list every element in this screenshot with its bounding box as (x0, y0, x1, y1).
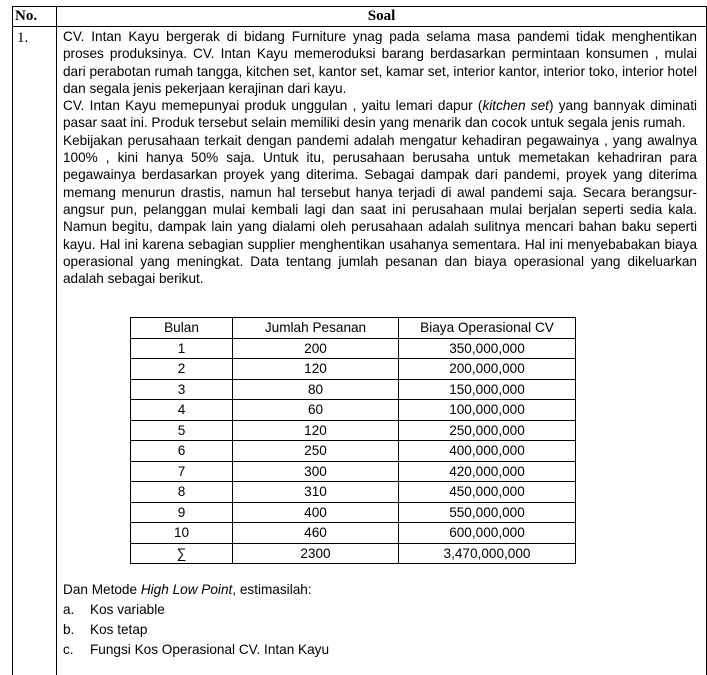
header-no: No. (15, 8, 38, 24)
paragraph-2 (63, 97, 697, 132)
col-header-biaya-operasional: Biaya Operasional CV (399, 318, 576, 339)
question-text: Kos variable (90, 602, 165, 617)
cell-bulan: 10 (131, 523, 233, 544)
cell-jumlah-pesanan: 60 (233, 400, 399, 421)
cell-jumlah-pesanan: 2300 (233, 543, 399, 564)
table-row (131, 502, 576, 523)
item-number: 1. (17, 30, 29, 46)
cell-biaya-operasional: 250,000,000 (399, 420, 576, 441)
cell-jumlah-pesanan: 250 (233, 441, 399, 462)
table-row (131, 461, 576, 482)
questions-block (63, 580, 329, 660)
instruction-line (63, 580, 329, 600)
cell-bulan: 6 (131, 441, 233, 462)
paragraph-3: Kebijakan perusahaan terkait dengan pandemi adalah mengatur kehadiran pegawainya , yang awalnya 100% , kini hanya 50% saja. Untuk itu, perusahaan berusaha untuk memetakan kehadriran para pegawainya berdasarkan proyek yang diterima. Sebagai dampak dari pandemi, proyek yang diterima memang menurun drastis, namun hal tersebut hanya terjadi di awal pandemi saja. Secara berangsur-angsur pun, pelanggan mulai kembali lagi dan saat ini perusahaan mulai berjalan seperti sedia kala. Namun begitu, dampak lain yang dialami oleh perusahaan adalah sulitnya mencari bahan baku seperti kayu. Hal ini karena sebagian supplier menghentikan usahanya sementara. Hal ini menyebabakan biaya operasional yang meningkat. Data tentang jumlah pesanan dan biaya operasional yang dikeluarkan adalah sebagai berikut. (63, 132, 697, 287)
table-row (131, 482, 576, 503)
table-header-row (13, 7, 706, 27)
cell-jumlah-pesanan: 120 (233, 359, 399, 380)
cell-biaya-operasional: 600,000,000 (399, 523, 576, 544)
cell-jumlah-pesanan: 400 (233, 502, 399, 523)
cell-biaya-operasional: 3,470,000,000 (399, 543, 576, 564)
instruction-prefix: Dan Metode (63, 582, 141, 597)
question-item (63, 620, 329, 640)
cell-bulan: ∑ (131, 543, 233, 564)
header-soal: Soal (367, 8, 396, 24)
question-body (63, 28, 697, 287)
question-label: c. (63, 642, 74, 657)
cell-bulan: 9 (131, 502, 233, 523)
column-divider (56, 7, 57, 675)
table-row (131, 338, 576, 359)
question-item (63, 640, 329, 660)
data-table (130, 317, 576, 564)
cell-biaya-operasional: 420,000,000 (399, 461, 576, 482)
paragraph-2-emphasis: kitchen set (482, 98, 549, 114)
cell-jumlah-pesanan: 300 (233, 461, 399, 482)
paragraph-2-part-a: CV. Intan Kayu memepunyai produk unggulan , yaitu lemari dapur ( (63, 98, 483, 114)
cell-jumlah-pesanan: 310 (233, 482, 399, 503)
question-text: Kos tetap (90, 622, 148, 637)
table-row (131, 420, 576, 441)
question-item (63, 600, 329, 620)
cell-bulan: 3 (131, 379, 233, 400)
cell-bulan: 1 (131, 338, 233, 359)
cell-bulan: 4 (131, 400, 233, 421)
col-header-bulan: Bulan (131, 318, 233, 339)
cell-jumlah-pesanan: 460 (233, 523, 399, 544)
cell-biaya-operasional: 550,000,000 (399, 502, 576, 523)
question-text: Fungsi Kos Operasional CV. Intan Kayu (90, 642, 330, 657)
cell-biaya-operasional: 450,000,000 (399, 482, 576, 503)
cell-bulan: 7 (131, 461, 233, 482)
cell-jumlah-pesanan: 80 (233, 379, 399, 400)
paragraph-2-part-b: ) yang bannyak diminati pasar saat ini. Produk tersebut selain memiliki desin yang menarik dan cocok untuk segala jenis rumah. (63, 98, 698, 131)
cell-bulan: 5 (131, 420, 233, 441)
cell-biaya-operasional: 100,000,000 (399, 400, 576, 421)
cell-biaya-operasional: 400,000,000 (399, 441, 576, 462)
table-row (131, 379, 576, 400)
table-row (131, 523, 576, 544)
instruction-suffix: , estimasilah: (232, 582, 312, 597)
data-table-header (131, 318, 576, 339)
paragraph-1: CV. Intan Kayu bergerak di bidang Furniture ynag pada selama masa pandemi tidak menghentikan proses produksinya. CV. Intan Kayu memeroduksi barang berdasarkan permintaan konsumen , mulai dari perabotan rumah tangga, kitchen set, kantor set, kamar set, interior kantor, interior toko, interior hotel dan segala jenis pekerjaan kerajinan dari kayu. (63, 29, 697, 96)
cell-biaya-operasional: 350,000,000 (399, 338, 576, 359)
cell-jumlah-pesanan: 120 (233, 420, 399, 441)
table-row (131, 400, 576, 421)
cell-jumlah-pesanan: 200 (233, 338, 399, 359)
question-label: a. (63, 602, 75, 617)
table-row (131, 543, 576, 564)
table-row (131, 359, 576, 380)
cell-biaya-operasional: 150,000,000 (399, 379, 576, 400)
cell-bulan: 8 (131, 482, 233, 503)
cell-bulan: 2 (131, 359, 233, 380)
col-header-jumlah-pesanan: Jumlah Pesanan (233, 318, 399, 339)
cell-biaya-operasional: 200,000,000 (399, 359, 576, 380)
table-row (131, 441, 576, 462)
question-label: b. (63, 622, 75, 637)
instruction-method: High Low Point (140, 582, 233, 597)
